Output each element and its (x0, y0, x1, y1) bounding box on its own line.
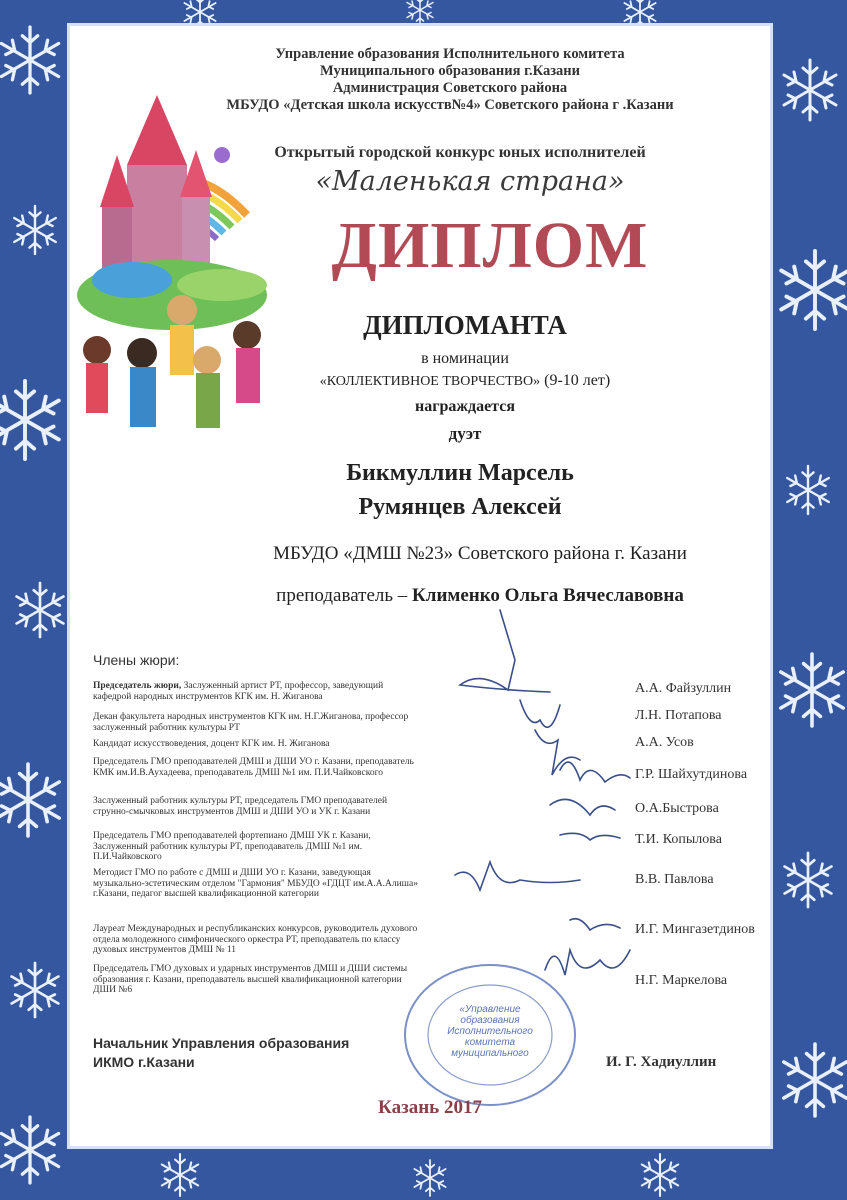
nomination-name: «КОЛЛЕКТИВНОЕ ТВОРЧЕСТВО» (319, 374, 541, 389)
awarded-label: награждается (415, 398, 515, 415)
teacher-name: Клименко Ольга Вячеславовна (412, 585, 684, 606)
stamp-line-1: «Управление (459, 1004, 521, 1015)
header-line-1: Управление образования Исполнительного комитета (275, 46, 625, 62)
head-title-line-2: ИКМО г.Казани (93, 1054, 195, 1070)
jury-desc-5: Заслуженный работник культуры РТ, председатель ГМО преподавателей струнно-смычковых инструментов ДМШ и ДШИ УО и УК г. Казани (93, 796, 388, 817)
jury-desc-9: Председатель ГМО духовых и ударных инструментов ДМШ и ДШИ системы образования г. Казани, преподаватель высшей квалификационной категории ДШИ №6 (93, 964, 408, 995)
issuer-header (70, 46, 770, 114)
stamp-line-4: комитета (464, 1037, 516, 1048)
stamp-line-2: образования (460, 1015, 520, 1026)
contest-title-block (70, 144, 770, 162)
head-title (93, 1034, 349, 1072)
contest-name: «Маленькая страна» (315, 166, 625, 197)
jury-name-5: О.А.Быстрова (635, 801, 719, 816)
jury-desc-4: Председатель ГМО преподавателей ДМШ и ДШИ УО г. Казани, преподаватель КМК им.И.В.Аухадеева, преподаватель ДМШ №1 им. П.И.Чайковского (93, 757, 414, 778)
school-name: МБУДО «ДМШ №23» Советского района г. Казани (273, 543, 687, 564)
jury-name-2: Л.Н. Потапова (635, 708, 722, 723)
jury-title: Члены жюри: (93, 652, 180, 668)
jury-name-9: Н.Г. Маркелова (635, 973, 728, 988)
jury-name-1: А.А. Файзуллин (635, 681, 732, 696)
jury-desc-3: Кандидат искусствоведения, доцент КГК им. Н. Жиганова (93, 739, 330, 749)
nomination-prefix: в номинации (421, 350, 509, 367)
jury-desc-2: Декан факультета народных инструментов КГК им. Н.Г.Жиганова, профессор заслуженный работник культуры РТ (93, 712, 409, 733)
ensemble-type: дуэт (448, 424, 482, 443)
jury-desc-8: Лауреат Международных и республиканских конкурсов, руководитель духового отдела молодежного симфонического оркестра РТ, преподаватель по классу духовых инструментов ДМШ № 11 (93, 924, 418, 955)
jury-name-7: В.В. Павлова (635, 872, 714, 887)
diploma-subtitle: ДИПЛОМАНТА (363, 310, 567, 340)
jury-name-8: И.Г. Мингазетдинов (635, 922, 755, 937)
jury-desc-1 (93, 681, 423, 702)
header-line-4: МБУДО «Детская школа искусств№4» Советского района г .Казани (226, 97, 674, 113)
stamp-line-5: муниципального (451, 1048, 529, 1059)
jury-name-4: Г.Р. Шайхутдинова (635, 767, 748, 782)
jury-name-6: Т.И. Копылова (635, 832, 722, 847)
head-name: И. Г. Хадиуллин (606, 1054, 717, 1070)
header-line-3: Администрация Советского района (332, 80, 568, 96)
teacher-prefix: преподаватель – (276, 585, 413, 606)
nomination-line (250, 372, 680, 390)
header-line-2: Муниципального образования г.Казани (319, 63, 581, 79)
jury-name-3: А.А. Усов (635, 735, 694, 750)
participant-name-1: Бикмуллин Марсель (346, 460, 574, 486)
participant-name-2: Румянцев Алексей (358, 494, 562, 520)
jury-desc-7: Методист ГМО по работе с ДМШ и ДШИ УО г. Казани, заведующая музыкально-эстетическим отделом "Гармония" МБУДО «ГДЦТ им.А.А.Алиша» г.Казани, педагог высшей квалификационной категории (93, 868, 418, 899)
head-title-line-1: Начальник Управления образования (93, 1035, 350, 1051)
city-year: Казань 2017 (378, 1097, 482, 1118)
jury-desc-6: Председатель ГМО преподавателей фортепиано ДМШ УК г. Казани, Заслуженный работник культуры РТ, преподаватель ДМШ №1 им. П.И.Чайковского (93, 831, 371, 862)
contest-title: Открытый городской конкурс юных исполнителей (274, 144, 646, 161)
age-group: (9-10 лет) (544, 372, 611, 389)
stamp-line-3: Исполнительного (447, 1026, 533, 1037)
official-stamp (400, 960, 580, 1110)
jury-lead-1: Председатель жюри, (93, 681, 182, 691)
diploma-title: ДИПЛОМ (331, 209, 649, 282)
jury-desc-text-1: Заслуженный артист РТ, профессор, заведующий кафедрой народных инструментов КГК им. Н. Жиганова (93, 681, 384, 702)
